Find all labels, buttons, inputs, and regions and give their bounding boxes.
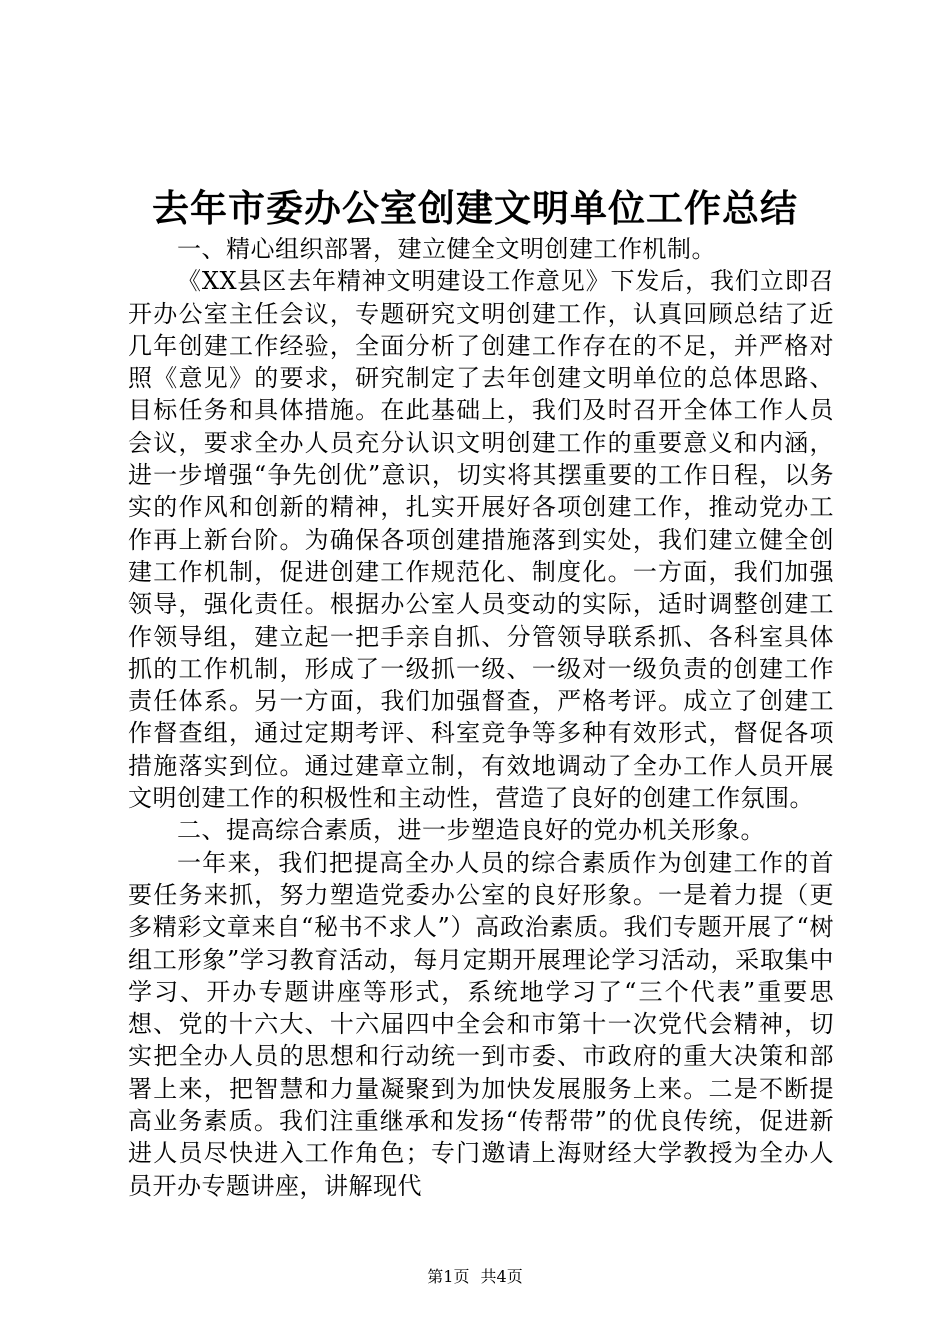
section-heading-2: 二、提高综合素质，进一步塑造良好的党办机关形象。 (177, 816, 765, 845)
document-body (128, 233, 834, 1202)
body-paragraph-2: 一年来，我们把提高全办人员的综合素质作为创建工作的首要任务来抓，努力塑造党委办公室的良好形象。一是着力提（更多精彩文章来自“秘书不求人”）高政治素质。我们专题开展了“树组工形象”学习教育活动，每月定期开展理论学习活动，采取集中学习、开办专题讲座等形式，系统地学习了“三个代表”重要思想、党的十六大、十六届四中全会和市第十一次党代会精神，切实把全办人员的思想和行动统一到市委、市政府的重大决策和部署上来，把智慧和力量凝聚到为加快发展服务上来。二是不断提高业务素质。我们注重继承和发扬“传帮带”的优良传统，促进新进人员尽快进入工作角色；专门邀请上海财经大学教授为全办人员开办专题讲座，讲解现代 (128, 848, 834, 1200)
document-title: 去年市委办公室创建文明单位工作总结 (152, 187, 798, 230)
page-total: 共4页 (480, 1267, 523, 1286)
body-paragraph-1: 《XX县区去年精神文明建设工作意见》下发后，我们立即召开办公室主任会议，专题研究文明创建工作，认真回顾总结了近几年创建工作经验，全面分析了创建工作存在的不足，并严格对照《意见》的要求，研究制定了去年创建文明单位的总体思路、目标任务和具体措施。在此基础上，我们及时召开全体工作人员会议，要求全办人员充分认识文明创建工作的重要意义和内涵，进一步增强“争先创优”意识，切实将其摆重要的工作日程，以务实的作风和创新的精神，扎实开展好各项创建工作，推动党办工作再上新台阶。为确保各项创建措施落到实处，我们建立健全创建工作机制，促进创建工作规范化、制度化。一方面，我们加强领导，强化责任。根据办公室人员变动的实际，适时调整创建工作领导组，建立起一把手亲自抓、分管领导联系抓、各科室具体抓的工作机制，形成了一级抓一级、一级对一级负责的创建工作责任体系。另一方面，我们加强督查，严格考评。成立了创建工作督查组，通过定期考评、科室竞争等多种有效形式，督促各项措施落实到位。通过建章立制，有效地调动了全办工作人员开展文明创建工作的积极性和主动性，营造了良好的创建工作氛围。 (128, 267, 834, 813)
page-footer (0, 1266, 950, 1288)
page-number: 第1页 (427, 1267, 470, 1286)
section-heading-1: 一、精心组织部署，建立健全文明创建工作机制。 (177, 235, 716, 263)
